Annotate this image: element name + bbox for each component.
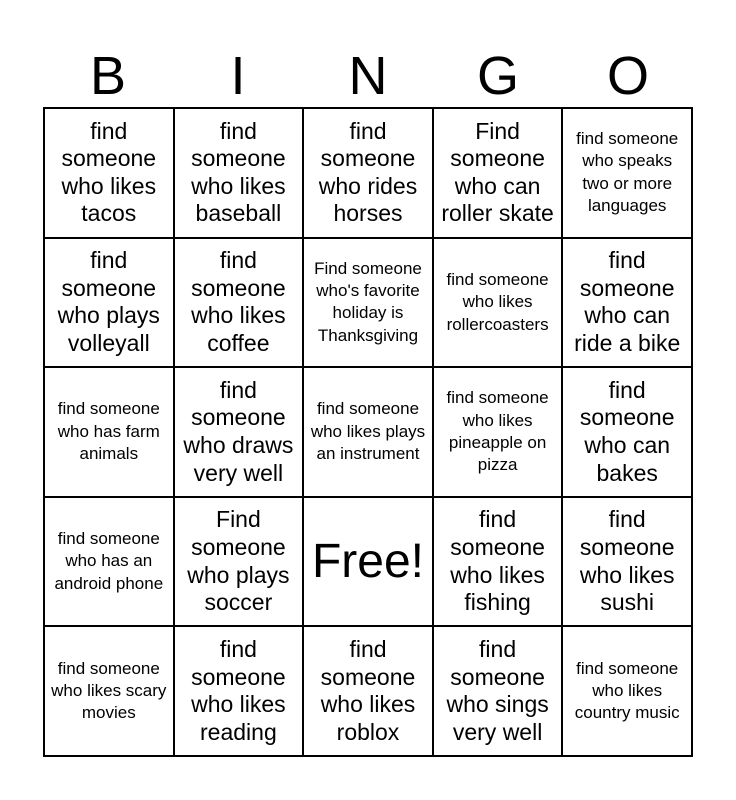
bingo-cell-r5c3 [303, 626, 433, 756]
bingo-cell-r5c1 [44, 626, 174, 756]
bingo-cell-r1c1 [44, 108, 174, 238]
cell-text: Find someone who plays soccer [187, 506, 290, 616]
bingo-cell-r3c4 [433, 367, 563, 497]
bingo-cell-r2c2 [174, 238, 304, 368]
cell-text: find someone who likes scary movies [51, 658, 167, 723]
bingo-cell-r1c5 [562, 108, 692, 238]
bingo-cell-r2c4 [433, 238, 563, 368]
bingo-cell-r1c3 [303, 108, 433, 238]
cell-text: find someone who likes pineapple on pizza [446, 388, 549, 475]
cell-text: find someone who likes plays an instrument [310, 399, 426, 464]
bingo-cell-r3c5 [562, 367, 692, 497]
bingo-cell-r1c4 [433, 108, 563, 238]
cell-text: find someone who can bakes [579, 376, 675, 486]
header-letter-g: G [476, 46, 519, 106]
cell-text: find someone who sings very well [446, 636, 549, 745]
bingo-cell-r5c5 [562, 626, 692, 756]
cell-text: find someone who draws very well [183, 376, 294, 486]
bingo-cell-r1c2 [174, 108, 304, 238]
cell-text: Find someone who's favorite holiday is Thanksgiving [314, 258, 422, 345]
bingo-cell-r5c2 [174, 626, 304, 756]
cell-text: find someone who likes reading [191, 636, 286, 745]
header-letter-i: I [230, 46, 246, 106]
cell-text: find someone who rides horses [318, 117, 418, 227]
free-space-text: Free! [311, 534, 424, 588]
header-letter-n: N [348, 46, 388, 106]
cell-text: find someone who likes country music [574, 658, 680, 723]
cell-text: find someone who likes sushi [579, 506, 675, 616]
cell-text: find someone who speaks two or more languages [576, 128, 679, 216]
bingo-cell-r3c3 [303, 367, 433, 497]
cell-text: find someone who has an android phone [54, 528, 164, 593]
cell-text: find someone who plays volleyall [57, 247, 160, 356]
bingo-cell-r4c4 [433, 497, 563, 627]
cell-text: find someone who likes tacos [61, 117, 157, 227]
bingo-cell-r4c2 [174, 497, 304, 627]
cell-text: find someone who likes baseball [191, 117, 286, 227]
bingo-cell-r2c3 [303, 238, 433, 368]
bingo-cell-r2c5 [562, 238, 692, 368]
bingo-cell-r4c1 [44, 497, 174, 627]
bingo-cell-free [303, 497, 433, 627]
header-letter-o: O [606, 46, 649, 106]
bingo-cell-r3c2 [174, 367, 304, 497]
cell-text: find someone who likes rollercoasters [446, 269, 549, 334]
bingo-cell-r2c1 [44, 238, 174, 368]
cell-text: find someone who can ride a bike [574, 247, 681, 356]
bingo-header [43, 44, 693, 108]
cell-text: find someone who has farm animals [57, 399, 160, 464]
bingo-cell-r5c4 [433, 626, 563, 756]
cell-text: find someone who likes fishing [450, 506, 545, 616]
cell-text: find someone who likes roblox [320, 636, 416, 745]
header-letter-b: B [89, 46, 127, 106]
cell-text: Find someone who can roller skate [441, 117, 554, 227]
cell-text: find someone who likes coffee [191, 247, 286, 356]
bingo-cell-r4c5 [562, 497, 692, 627]
bingo-cell-r3c1 [44, 367, 174, 497]
bingo-grid [43, 107, 693, 757]
